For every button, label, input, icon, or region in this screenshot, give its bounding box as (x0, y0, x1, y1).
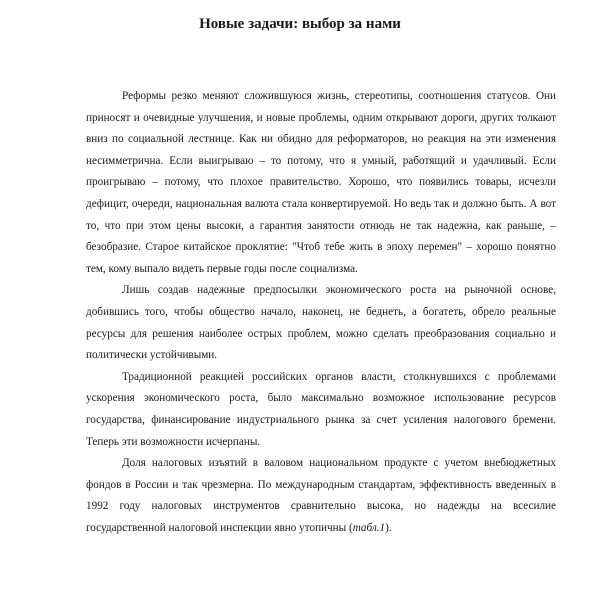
paragraph-tax-share-text: Доля налоговых изъятий в валовом национальном продукте с учетом внебюджетных фондов в России и так чрезмерна. По международным стандартам, эффективность введенных в 1992 году налоговых инструментов сравнительно высока, но надежды на всесилие государственной налоговой инспекции явно утопичны ( (86, 457, 556, 534)
paragraph-tax-share (86, 453, 556, 539)
paragraph-economic-growth: Лишь создав надежные предпосылки экономического роста на рыночной основе, добившись того, чтобы общество начало, наконец, не беднеть, а богатеть, обрело реальные ресурсы для решения наиболее острых проблем, можно сделать преобразования социально и политически устойчивыми. (86, 284, 556, 362)
paragraph-tax-share-suffix: ). (385, 521, 392, 534)
paragraph-traditional-reaction: Традиционной реакцией российских органов власти, столкнувшихся с проблемами ускорения экономического роста, было максимально возможное использование ресурсов государства, финансирование индустриального рынка за счет усиления налогового бремени. Теперь эти возможности исчерпаны. (86, 370, 556, 448)
paragraph-reforms: Реформы резко меняют сложившуюся жизнь, стереотипы, соотношения статусов. Они приносят и очевидные улучшения, и новые проблемы, одним открывают дороги, других толкают вниз по социальной лестнице. Как ни обидно для реформаторов, но реакция на эти изменения несимметрична. Если выигрываю – то потому, что я умный, работящий и удачливый. Если проигрываю – потому, что плохое правительство. Хорошо, что появились товары, исчезли дефицит, очереди, национальная валюта стала конвертируемой. Но ведь так и должно быть. А вот то, что при этом цены высоки, а гарантия занятости отнюдь не так надежна, как раньше, – безобразие. Старое китайское проклятие: "Чтоб тебе жить в эпоху перемен" – хорошо понятно тем, кому выпало видеть первые годы после социализма. (86, 90, 556, 275)
table-reference: табл.1 (352, 521, 386, 534)
document-body (86, 86, 556, 539)
document-title: Новые задачи: выбор за нами (199, 16, 401, 32)
